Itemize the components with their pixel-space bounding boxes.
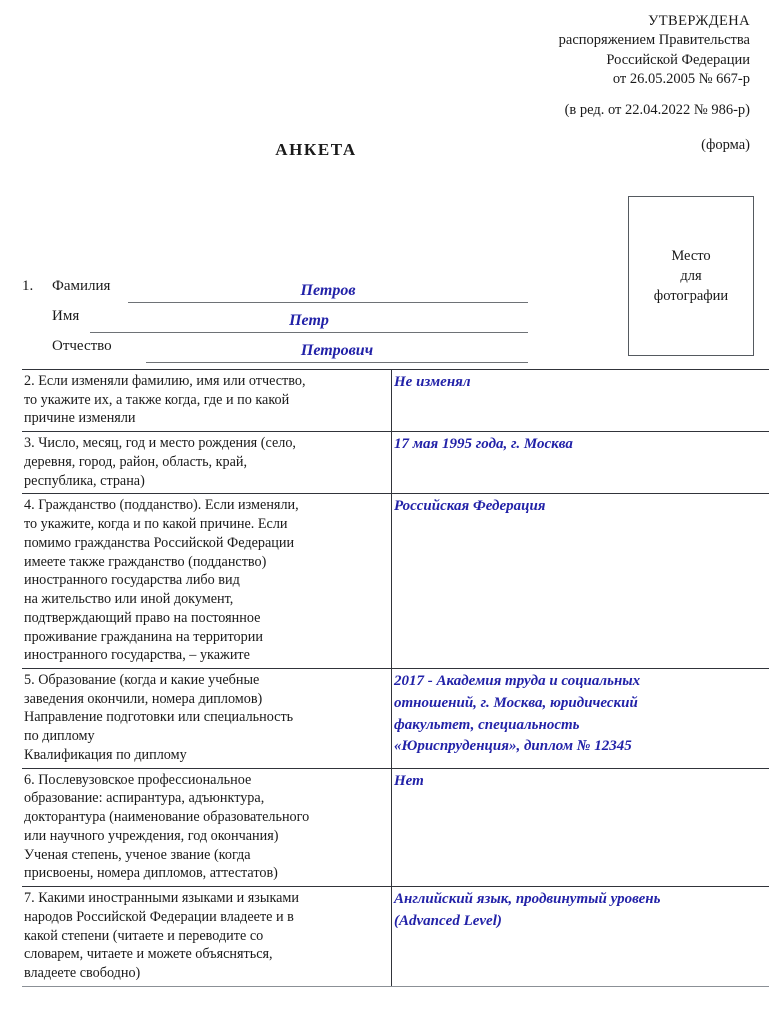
prompt-line: то укажите, когда и по какой причине. Если: [24, 516, 288, 533]
prompt-line: имеете также гражданство (подданство): [24, 553, 267, 570]
prompt-line: Направление подготовки или специальность: [24, 709, 294, 726]
firstname-label: Имя: [52, 308, 80, 324]
approval-line-4: от 26.05.2005 № 667-р: [612, 70, 750, 87]
prompt-line: словарем, читаете и можете объясняться,: [24, 946, 273, 963]
answer-cell-6[interactable]: [392, 768, 770, 886]
answer-line: 17 мая 1995 года, г. Москва: [394, 436, 573, 453]
approval-header: [330, 12, 750, 156]
prompt-cell-7: [22, 887, 392, 987]
answer-text[interactable]: [394, 372, 763, 394]
prompt-line: или научного учреждения, год окончания): [24, 827, 279, 844]
form-note: (форма): [701, 137, 750, 154]
prompt-line: Квалификация по диплому: [24, 746, 187, 763]
questionnaire-table: [22, 369, 769, 987]
prompt-line: заведения окончили, номера дипломов): [24, 690, 263, 707]
firstname-value[interactable]: Петр: [289, 312, 329, 329]
prompt-cell-2: [22, 370, 392, 432]
photo-placeholder-line-2: для: [680, 268, 702, 284]
prompt-line: подтверждающий право на постоянное: [24, 609, 261, 626]
answer-line: Нет: [394, 772, 424, 789]
answer-line: факультет, специальность: [394, 716, 580, 733]
answer-text[interactable]: [394, 496, 763, 518]
prompt-line: помимо гражданства Российской Федерации: [24, 534, 295, 551]
patronymic-label: Отчество: [52, 338, 112, 354]
table-row: [22, 669, 769, 769]
answer-cell-5[interactable]: [392, 669, 770, 769]
lastname-rule: [128, 302, 528, 303]
table-row: [22, 887, 769, 987]
table-row: [22, 494, 769, 669]
prompt-line: республика, страна): [24, 472, 145, 489]
approval-revision: (в ред. от 22.04.2022 № 986-р): [564, 102, 750, 119]
answer-text[interactable]: [394, 889, 763, 933]
answer-line: отношений, г. Москва, юридический: [394, 694, 638, 711]
prompt-line: иностранного государства, – укажите: [24, 647, 250, 664]
prompt-line: деревня, город, район, область, край,: [24, 453, 248, 470]
name-section: [22, 276, 562, 366]
prompt-line: проживание гражданина на территории: [24, 628, 263, 645]
prompt-line: народов Российской Федерации владеете и в: [24, 908, 294, 925]
field-row-lastname: [22, 276, 562, 306]
prompt-cell-3: [22, 432, 392, 494]
photo-placeholder-box: [628, 196, 754, 356]
approval-line-2: распоряжением Правительства: [558, 32, 750, 49]
answer-line: Российская Федерация: [394, 498, 546, 515]
field-row-firstname: [22, 306, 562, 336]
prompt-line: Ученая степень, ученое звание (когда: [24, 846, 251, 863]
answer-line: (Advanced Level): [394, 912, 502, 929]
prompt-line: 3. Число, месяц, год и место рождения (село,: [24, 435, 296, 452]
prompt-cell-5: [22, 669, 392, 769]
answer-cell-3[interactable]: [392, 432, 770, 494]
patronymic-value[interactable]: Петрович: [300, 342, 374, 359]
table-row: [22, 768, 769, 886]
answer-line: Не изменял: [394, 374, 471, 390]
field-row-patronymic: [22, 336, 562, 366]
approval-line-1: УТВЕРЖДЕНА: [648, 13, 750, 29]
approval-line-3: Российской Федерации: [606, 51, 750, 68]
answer-text[interactable]: [394, 771, 763, 793]
prompt-line: 5. Образование (когда и какие учебные: [24, 672, 260, 689]
prompt-line: причине изменяли: [24, 410, 136, 427]
prompt-line: 6. Послевузовское профессиональное: [24, 771, 252, 788]
prompt-line: образование: аспирантура, адъюнктура,: [24, 790, 265, 807]
answer-line: «Юриспруденция», диплом № 12345: [394, 738, 632, 755]
patronymic-rule: [146, 362, 528, 363]
prompt-line: на жительство или иной документ,: [24, 591, 234, 608]
answer-cell-2[interactable]: [392, 370, 770, 432]
prompt-cell-4: [22, 494, 392, 669]
prompt-line: по диплому: [24, 728, 95, 745]
page-title: АНКЕТА: [275, 140, 357, 159]
prompt-line: владеете свободно): [24, 965, 141, 982]
prompt-cell-6: [22, 768, 392, 886]
prompt-line: 2. Если изменяли фамилию, имя или отчество,: [24, 373, 306, 389]
prompt-line: присвоены, номера дипломов, аттестатов): [24, 865, 278, 882]
lastname-value[interactable]: Петров: [300, 282, 356, 299]
answer-text[interactable]: [394, 671, 763, 758]
table-row: [22, 370, 769, 432]
prompt-line: иностранного государства либо вид: [24, 572, 240, 589]
photo-placeholder-line-1: Место: [671, 248, 711, 264]
prompt-line: 4. Гражданство (подданство). Если изменяли,: [24, 497, 299, 514]
answer-cell-4[interactable]: [392, 494, 770, 669]
answer-text[interactable]: [394, 434, 763, 456]
lastname-label: Фамилия: [52, 278, 111, 294]
photo-placeholder-line-3: фотографии: [653, 288, 729, 304]
prompt-line: какой степени (читаете и переводите со: [24, 927, 264, 944]
answer-line: Английский язык, продвинутый уровень: [394, 891, 661, 908]
answer-line: 2017 - Академия труда и социальных: [394, 673, 641, 690]
questionnaire-table-body: [22, 370, 769, 987]
prompt-line: то укажите их, а также когда, где и по какой: [24, 391, 290, 408]
answer-cell-7[interactable]: [392, 887, 770, 987]
prompt-line: докторантура (наименование образовательного: [24, 809, 310, 826]
prompt-line: 7. Какими иностранными языками и языками: [24, 890, 299, 907]
table-row: [22, 432, 769, 494]
name-section-number: 1.: [22, 278, 34, 294]
firstname-rule: [90, 332, 528, 333]
